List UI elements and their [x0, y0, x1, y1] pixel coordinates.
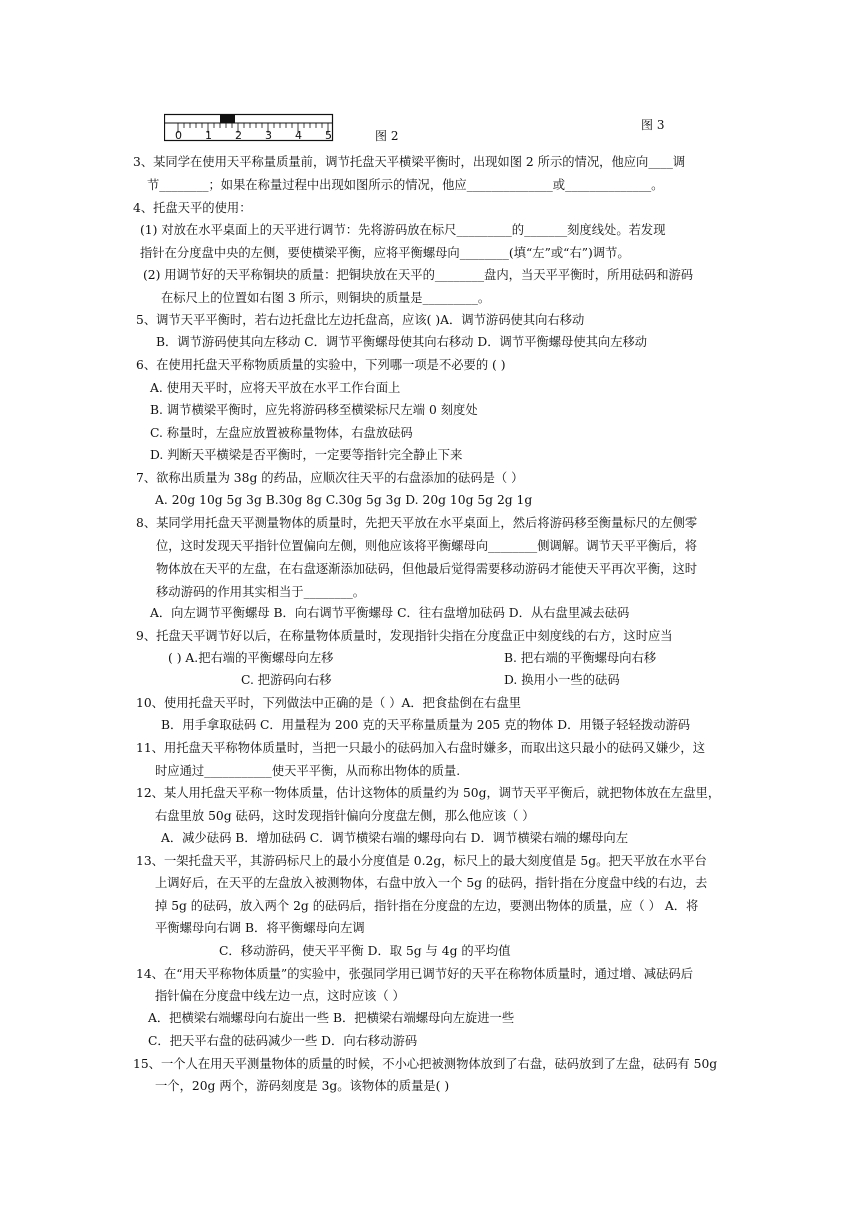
q4-title: 4、托盘天平的使用： — [133, 201, 252, 215]
ruler-tick-label: 3 — [265, 129, 272, 142]
q9-option-b: B. 把右端的平衡螺母向右移 — [504, 651, 657, 665]
ruler-figure — [164, 111, 334, 144]
q9-option-a: ( ) A.把右端的平衡螺母向左移 — [168, 651, 334, 665]
q3-line2: 节________；如果在称量过程中出现如图所示的情况，他应______________或______________。 — [147, 178, 664, 192]
q13-line4: 平衡螺母向右调 B．将平衡螺母向左调 — [155, 921, 365, 935]
q8-line1: 8、某同学用托盘天平测量物体的质量时，先把天平放在水平桌面上，然后将游码移至衡量标尺的左侧零 — [136, 516, 698, 530]
q14-options-ab: A．把横梁右端螺母向右旋出一些 B．把横梁右端螺母向左旋进一些 — [148, 1011, 515, 1025]
ruler-tick-label: 0 — [175, 129, 182, 142]
q14-line1: 14、在“用天平称物体质量”的实验中，张强同学用已调节好的天平在称物体质量时，通过增、减砝码后 — [136, 967, 693, 981]
q4-1-line1: (1) 对放在水平桌面上的天平进行调节：先将游码放在标尺_________的_______刻度线处。若发现 — [140, 223, 666, 237]
fig2-caption: 图 2 — [375, 129, 399, 143]
q11-line1: 11、用托盘天平称物体质量时，当把一只最小的砝码加入右盘时嫌多，而取出这只最小的砝码又嫌少，这 — [136, 741, 706, 755]
q14-line2: 指针偏在分度盘中线左边一点，这时应该（ ） — [155, 989, 405, 1003]
q12-line1: 12、某人用托盘天平称一物体质量，估计这物体的质量约为 50g，调节天平平衡后，就把物体放在左盘里， — [136, 786, 721, 800]
q3-line1: 3、某同学在使用天平称量质量前，调节托盘天平横梁平衡时，出现如图 2 所示的情况，他应向____调 — [133, 155, 686, 169]
q6-option-d: D. 判断天平横梁是否平衡时，一定要等指针完全静止下来 — [150, 448, 463, 462]
ruler-tick-label: 4 — [295, 129, 302, 142]
q13-line3: 掉 5g 的砝码，放入两个 2g 的砝码后，指针指在分度盘的左边，要测出物体的质量，应（ ） A．将 — [155, 899, 699, 913]
q6-option-a: A. 使用天平时，应将天平放在水平工作台面上 — [150, 381, 401, 395]
ruler-tick-label: 5 — [325, 129, 332, 142]
q8-line2: 位，这时发现天平指针位置偏向左侧，则他应该将平衡螺母向________侧调解。调节天平平衡后，将 — [156, 539, 698, 553]
q4-2-line2: 在标尺上的位置如右图 3 所示，则铜块的质量是_________。 — [161, 291, 491, 305]
q15-line2: 一个，20g 两个，游码刻度是 3g。该物体的质量是( ) — [155, 1079, 450, 1093]
q13-line5: C．移动游码，使天平平衡 D．取 5g 与 4g 的平均值 — [219, 944, 511, 958]
q4-1-line2: 指针在分度盘中央的左侧，要使横梁平衡，应将平衡螺母向________(填“左”或“右”)调节。 — [140, 246, 630, 260]
q8-line4: 移动游码的作用其实相当于________。 — [156, 585, 366, 599]
q6-option-b: B. 调节横梁平衡时，应先将游码移至横梁标尺左端 0 刻度处 — [150, 403, 478, 417]
q10-line1: 10、使用托盘天平时，下列做法中正确的是（ ）A．把食盐倒在右盘里 — [136, 696, 522, 710]
q9-line1: 9、托盘天平调节好以后，在称量物体质量时，发现指针尖指在分度盘正中刻度线的右方，这时应当 — [136, 629, 673, 643]
q7-options: A. 20g 10g 5g 3g B.30g 8g C.30g 5g 3g D. 20g 10g 5g 2g 1g — [155, 493, 533, 507]
rider — [220, 115, 235, 123]
q6-line1: 6、在使用托盘天平称物质质量的实验中，下列哪一项是不必要的 ( ) — [136, 358, 506, 372]
q5-line1: 5、调节天平平衡时，若右边托盘比左边托盘高，应该( )A．调节游码使其向右移动 — [136, 313, 585, 327]
q8-line3: 物体放在天平的左盘，在右盘逐渐添加砝码，但他最后觉得需要移动游码才能使天平再次平衡，这时 — [156, 562, 698, 576]
q9-option-c: C. 把游码向右移 — [241, 673, 332, 687]
ruler-tick-label: 1 — [205, 129, 212, 142]
q5-line2: B．调节游码使其向左移动 C．调节平衡螺母使其向右移动 D．调节平衡螺母使其向左移动 — [156, 335, 648, 349]
q8-options: A．向左调节平衡螺母 B．向右调节平衡螺母 C．往右盘增加砝码 D．从右盘里减去砝码 — [150, 606, 630, 620]
fig3-caption: 图 3 — [641, 118, 665, 132]
q14-options-cd: C．把天平右盘的砝码减少一些 D．向右移动游码 — [148, 1034, 418, 1048]
q10-line2: B．用手拿取砝码 C．用量程为 200 克的天平称量质量为 205 克的物体 D．用镊子轻轻拨动游码 — [161, 718, 691, 732]
q7-line1: 7、欲称出质量为 38g 的药品，应顺次往天平的右盘添加的砝码是（ ） — [136, 471, 524, 485]
q13-line1: 13、一架托盘天平，其游码标尺上的最小分度值是 0.2g，标尺上的最大刻度值是 5g。把天平放在水平台 — [136, 854, 707, 868]
ruler-tick-label: 2 — [235, 129, 242, 142]
q6-option-c: C. 称量时，左盘应放置被称量物体，右盘放砝码 — [150, 426, 413, 440]
q13-line2: 上调好后，在天平的左盘放入被测物体，右盘中放入一个 5g 的砝码，指针指在分度盘中线的右边，去 — [155, 876, 708, 890]
q12-line2: 右盘里放 50g 砝码，这时发现指针偏向分度盘左侧，那么他应该（ ） — [155, 809, 535, 823]
q15-line1: 15、一个人在用天平测量物体的质量的时候，不小心把被测物体放到了右盘，砝码放到了左盘，砝码有 50g — [133, 1057, 718, 1071]
q9-option-d: D. 换用小一些的砝码 — [504, 673, 620, 687]
q11-line2: 时应通过___________使天平平衡，从而称出物体的质量. — [155, 764, 461, 778]
q12-options: A．减少砝码 B．增加砝码 C．调节横梁右端的螺母向右 D．调节横梁右端的螺母向左 — [161, 831, 629, 845]
q4-2-line1: (2) 用调节好的天平称铜块的质量：把铜块放在天平的________盘内，当天平平衡时，所用砝码和游码 — [143, 268, 694, 282]
